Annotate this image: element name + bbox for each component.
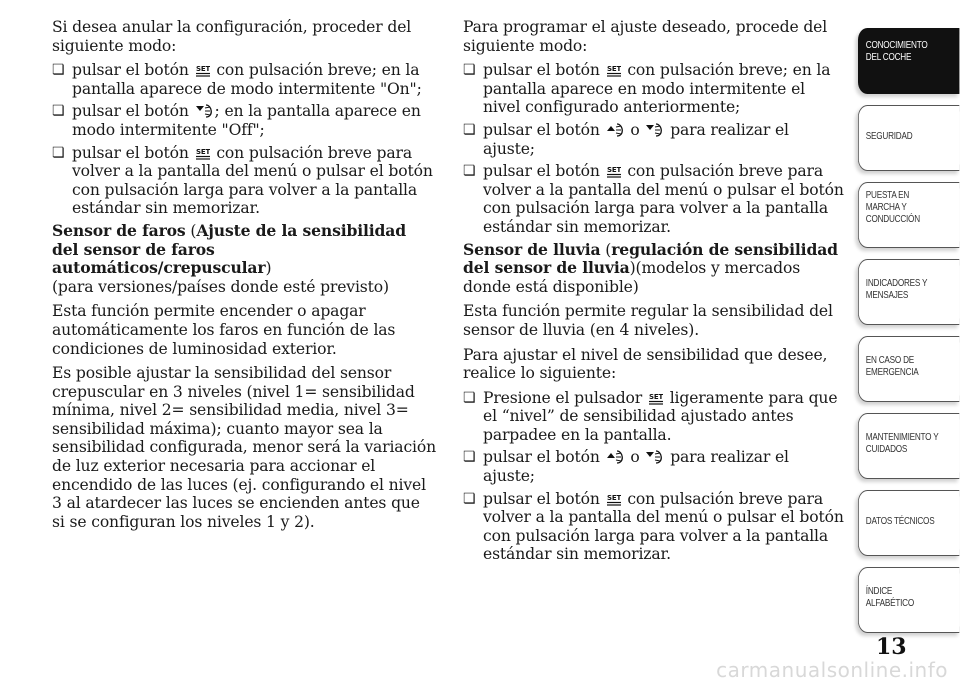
body-paragraph: Para ajustar el nivel de sensibilidad que desee, realice lo siguiente: xyxy=(463,345,828,383)
tab-seguridad[interactable]: SEGURIDAD xyxy=(858,105,959,171)
up-light-button-icon xyxy=(607,122,624,137)
tab-datos-tecnicos[interactable]: DATOS TÉCNICOS xyxy=(858,490,959,556)
list-item: ❏ pulsar el botón o para realizar el ajuste; xyxy=(463,121,845,158)
set-button-icon xyxy=(607,165,621,178)
section-heading-headlight-sensor: Sensor de faros (Ajuste de la sensibilidad del sensor de faros automáticos/crepuscular) (para versiones/países donde esté previsto) xyxy=(52,220,407,296)
down-light-button-icon xyxy=(196,103,213,118)
body-paragraph: Esta función permite regular la sensibilidad del sensor de lluvia (en 4 niveles). xyxy=(463,302,833,339)
chapter-tabs xyxy=(858,28,960,644)
tab-mantenimiento-y-cuidados[interactable]: MANTENIMIENTO Y CUIDADOS xyxy=(858,413,959,479)
list-item: ❏ pulsar el botón ; en la pantalla aparece en modo intermitente "Off"; xyxy=(52,102,436,139)
list-item: ❏ Presione el pulsador ligeramente para que el “nivel” de sensibilidad ajustado antes parpadee en la pantalla. xyxy=(463,389,845,445)
list-item: ❏ pulsar el botón con pulsación breve para volver a la pantalla del menú o pulsar el botón con pulsación larga para volver a la pantalla estándar sin memorizar. xyxy=(52,144,436,218)
body-paragraph: Es posible ajustar la sensibilidad del sensor crepuscular en 3 niveles (nivel 1= sensibilidad mínima, nivel 2= sensibilidad media, nivel 3= sensibilidad máxima); cuanto mayor sea la sensibilidad configurada, menor será la variación de luz exterior necesaria para accionar el encendido de las luces (ej. configurando el nivel 3 al atardecer las luces se encienden antes que si se configuran los niveles 1 y 2). xyxy=(52,364,437,531)
tab-en-caso-de-emergencia[interactable]: EN CASO DE EMERGENCIA xyxy=(858,336,959,402)
section-heading-rain-sensor: Sensor de lluvia (regulación de sensibilidad del sensor de lluvia)(modelos y mercados donde está disponible) xyxy=(463,239,838,296)
set-button-icon xyxy=(649,392,663,405)
set-button-icon xyxy=(196,64,210,77)
set-button-icon xyxy=(607,64,621,77)
down-light-button-icon xyxy=(646,122,663,137)
intro-paragraph: Para programar el ajuste deseado, procede del siguiente modo: xyxy=(463,18,828,55)
list-item: ❏ pulsar el botón con pulsación breve; en la pantalla aparece en modo intermitente el nivel configurado anteriormente; xyxy=(463,61,845,117)
tab-indicadores-y-mensajes[interactable]: INDICADORES Y MENSAJES xyxy=(858,259,959,325)
body-paragraph: Esta función permite encender o apagar automáticamente los faros en función de las condiciones de luminosidad exterior. xyxy=(52,302,396,358)
down-light-button-icon xyxy=(646,449,663,464)
left-column xyxy=(52,18,436,537)
right-column xyxy=(463,18,845,568)
tab-puesta-en-marcha[interactable]: PUESTA EN MARCHA Y CONDUCCIÓN xyxy=(858,182,959,248)
watermark: carmanualsonline.info xyxy=(716,658,948,682)
intro-paragraph: Si desea anular la configuración, proceder del siguiente modo: xyxy=(52,18,412,55)
page-number: 13 xyxy=(876,634,907,660)
set-button-icon xyxy=(607,493,621,506)
list-item: ❏ pulsar el botón con pulsación breve; en la pantalla aparece de modo intermitente "On"; xyxy=(52,61,436,98)
list-item: ❏ pulsar el botón con pulsación breve para volver a la pantalla del menú o pulsar el botón con pulsación larga para volver a la pantalla estándar sin memorizar. xyxy=(463,490,845,564)
set-button-icon xyxy=(196,147,210,160)
list-item: ❏ pulsar el botón o para realizar el ajuste; xyxy=(463,448,845,485)
list-item: ❏ pulsar el botón con pulsación breve para volver a la pantalla del menú o pulsar el botón con pulsación larga para volver a la pantalla estándar sin memorizar. xyxy=(463,162,845,236)
tab-indice-alfabetico[interactable]: ÍNDICE ALFABÉTICO xyxy=(858,567,959,633)
tab-conocimiento-del-coche[interactable]: CONOCIMIENTO DEL COCHE xyxy=(858,28,959,94)
up-light-button-icon xyxy=(607,449,624,464)
